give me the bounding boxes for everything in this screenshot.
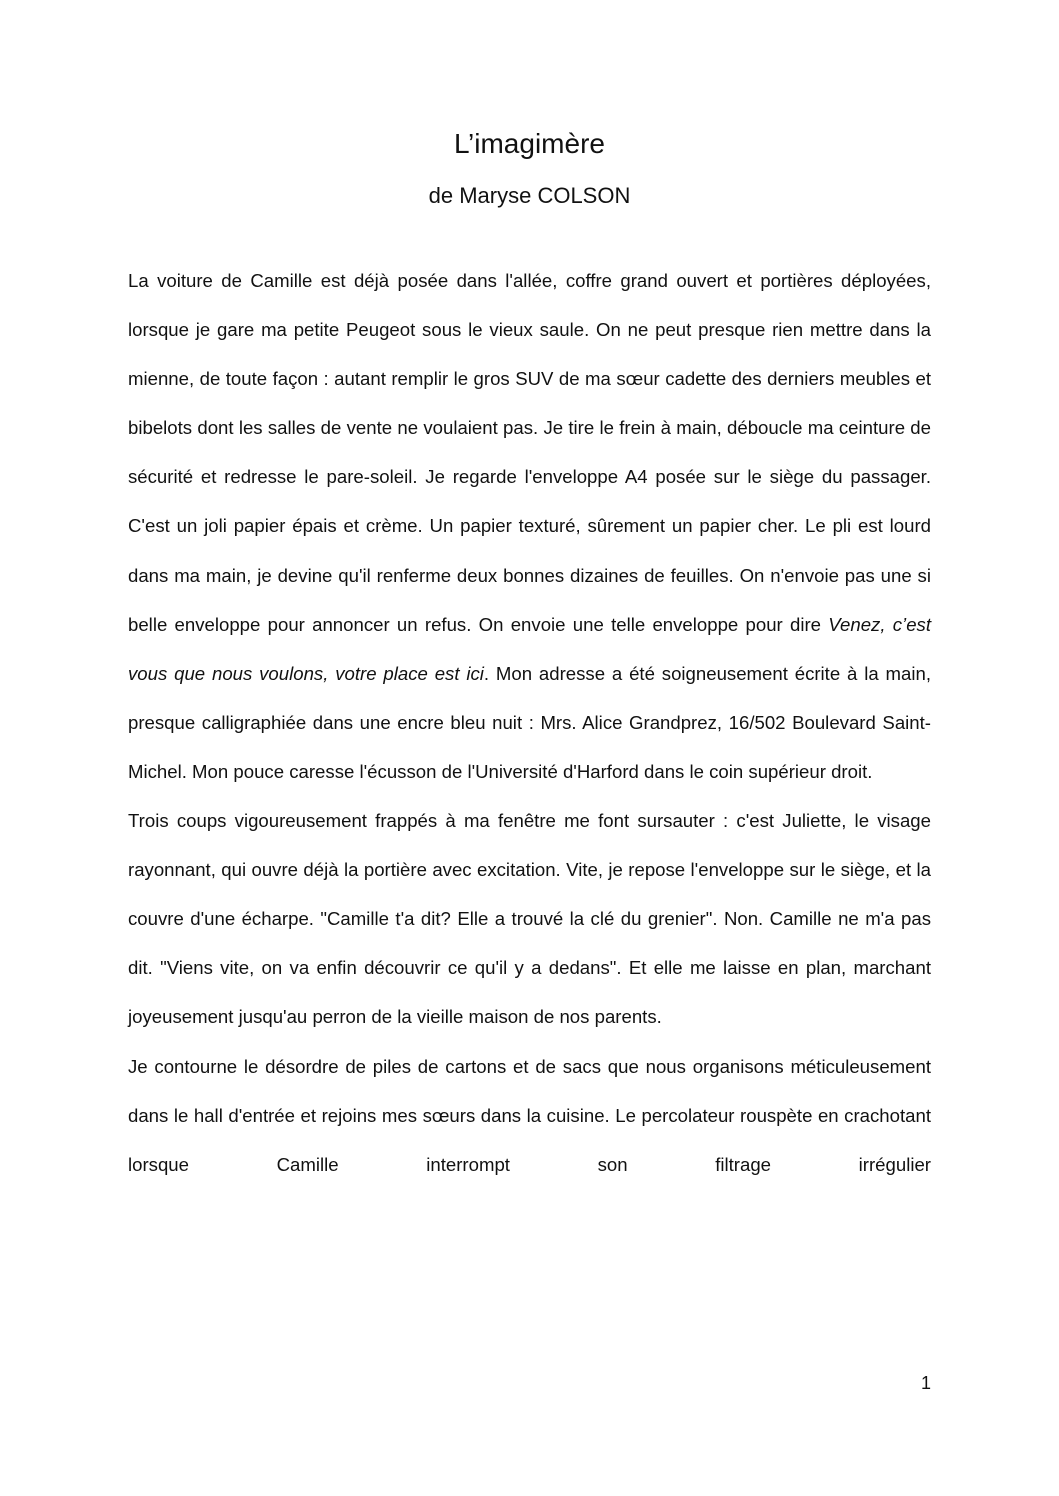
paragraph-2: Trois coups vigoureusement frappés à ma fenêtre me font sursauter : c'est Juliette, le visage rayonnant, qui ouvre déjà la portière avec excitation. Vite, je repose l'enveloppe sur le siège, et la couvre d'une écharpe. "Camille t'a dit? Elle a trouvé la clé du grenier". Non. Camille ne m'a pas dit. "Viens vite, on va enfin découvrir ce qu'il y a dedans". Et elle me laisse en plan, marchant joyeusement jusqu'au perron de la vieille maison de nos parents. (128, 810, 931, 1028)
paragraph-1-text-start: La voiture de Camille est déjà posée dans l'allée, coffre grand ouvert et portières déployées, lorsque je gare ma petite Peugeot sous le vieux saule. On ne peut presque rien mettre dans la mienne, de toute façon : autant remplir le gros SUV de ma sœur cadette des derniers meubles et bibelots dont les salles de vente ne voulaient pas. Je tire le frein à main, déboucle ma ceinture de sécurité et redresse le pare-soleil. Je regarde l'enveloppe A4 posée sur le siège du passager. C'est un joli papier épais et crème. Un papier texturé, sûrement un papier cher. Le pli est lourd dans ma main, je devine qu'il renferme deux bonnes dizaines de feuilles. On n'envoie pas une si belle enveloppe pour annoncer un refus. On envoie une telle enveloppe pour dire (128, 270, 931, 635)
page-number: 1 (920, 1373, 931, 1393)
paragraph-1-text-end: . Mon adresse a été soigneusement écrite à la main, presque calligraphiée dans une encre bleu nuit : Mrs. Alice Grandprez, 16/502 Boulevard Saint-Michel. Mon pouce caresse l'écusson de l'Université d'Harford dans le coin supérieur droit. (128, 662, 931, 782)
paragraph-1-italic-quote: Venez, c’est vous que nous voulons, votre place est ici (128, 613, 931, 684)
paragraph-3: Je contourne le désordre de piles de cartons et de sacs que nous organisons méticuleusement dans le hall d'entrée et rejoins mes sœurs dans la cuisine. Le percolateur rouspète en crachotant lorsque Camille interrompt son filtrage irrégulier (128, 1055, 931, 1175)
document-author: de Maryse COLSON (428, 183, 631, 208)
document-body (128, 256, 931, 1189)
paragraph-1 (128, 256, 931, 796)
document-title: L’imagimère (454, 128, 605, 159)
